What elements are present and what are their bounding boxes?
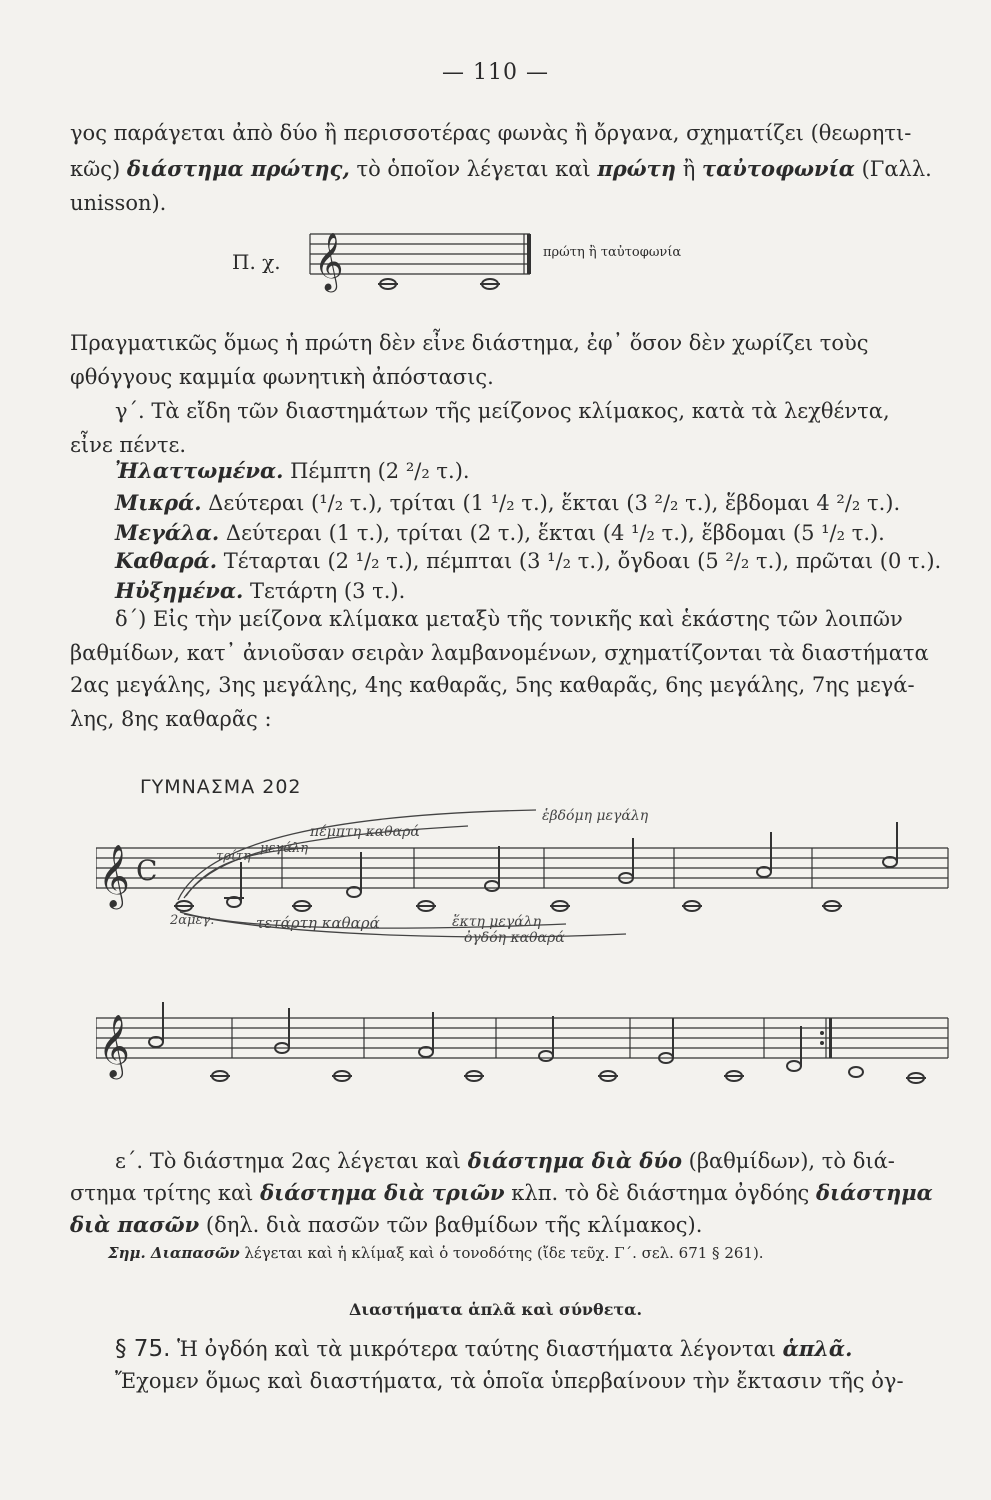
exercise-staff-1 — [96, 800, 956, 950]
note-term: Σημ. Διαπασῶν — [108, 1244, 240, 1262]
term: διάστημα διὰ τριῶν — [260, 1180, 505, 1205]
text: (δηλ. διὰ πασῶν τῶν βαθμίδων τῆς κλίμακος). — [199, 1213, 703, 1237]
annotation-third: τρίτη — [216, 849, 251, 864]
type-name: Μικρά. — [115, 490, 202, 515]
section-mark: § 75. — [115, 1336, 171, 1362]
type-name: Ἠλαττωμένα. — [115, 458, 284, 483]
para5-line2 — [70, 1180, 933, 1206]
example-caption: πρώτη ἢ ταὐτοφωνία — [543, 245, 682, 260]
para1-line3: unisson). — [70, 191, 167, 215]
term-simple: ἁπλᾶ. — [782, 1336, 853, 1361]
type-text: Δεύτεραι (¹/₂ τ.), τρίται (1 ¹/₂ τ.), ἕκται (3 ²/₂ τ.), ἕβδομαι 4 ²/₂ τ.). — [201, 491, 901, 515]
text: στημα τρίτης καὶ — [70, 1181, 261, 1205]
treble-clef-icon: 𝄞 — [314, 232, 344, 290]
section-heading: Διαστήματα ἁπλᾶ καὶ σύνθετα. — [348, 1300, 643, 1319]
text: Ἡ ὀγδόη καὶ τὰ μικρότερα ταύτης διαστήματα λέγονται — [170, 1337, 783, 1361]
para5-line1 — [115, 1148, 895, 1174]
annotation-octave: ὀγδόη καθαρά — [464, 930, 565, 946]
para1-line1: γος παράγεται ἀπὸ δύο ἢ περισσοτέρας φωνὰς ἢ ὄργανα, σχηματίζει (θεωρητι- — [70, 121, 912, 145]
common-time-icon: C — [136, 854, 158, 887]
annotation-fourth: τετάρτη καθαρά — [256, 914, 380, 932]
type-text: Τετάρτη (3 τ.). — [243, 579, 406, 603]
text: ἢ — [676, 157, 703, 181]
text: κῶς) — [70, 157, 127, 181]
page-number: — 110 — — [442, 60, 549, 85]
exercise-title: ΓΥΜΝΑΣΜΑ 202 — [140, 776, 302, 798]
type-minor — [115, 490, 900, 516]
annotation-second: 2αμεγ. — [170, 913, 215, 928]
term-first: πρώτη — [597, 156, 677, 181]
para2-line1: Πραγματικῶς ὅμως ἡ πρώτη δὲν εἶνε διάστημα, ἐφ᾿ ὅσον δὲν χωρίζει τοὺς — [70, 331, 869, 355]
annotation-fifth: πέμπτη καθαρά — [310, 824, 420, 840]
exercise-staff-2 — [96, 990, 956, 1110]
text: (βαθμίδων), τὸ διά- — [681, 1149, 895, 1173]
footnote — [108, 1240, 764, 1266]
type-text: Δεύτεραι (1 τ.), τρίται (2 τ.), ἕκται (4 ¹/₂ τ.), ἕβδομαι (5 ¹/₂ τ.). — [219, 521, 885, 545]
annotation-major: μεγάλη — [260, 841, 309, 856]
text: ε΄. Τὸ διάστημα 2ας λέγεται καὶ — [115, 1149, 468, 1173]
term: διὰ πασῶν — [70, 1212, 200, 1237]
term-unison: ταὐτοφωνία — [702, 156, 855, 181]
para1-line2 — [70, 156, 932, 182]
section-line1 — [115, 1336, 852, 1362]
para4-line3: 2ας μεγάλης, 3ης μεγάλης, 4ης καθαρᾶς, 5ης καθαρᾶς, 6ης μεγάλης, 7ης μεγά- — [70, 673, 915, 697]
example-label: Π. χ. — [232, 250, 281, 274]
term-first-interval: διάστημα πρώτης, — [126, 156, 350, 181]
section-line2: Ἔχομεν ὅμως καὶ διαστήματα, τὰ ὁποῖα ὑπερβαίνουν τὴν ἔκτασιν τῆς ὀγ- — [115, 1369, 904, 1393]
term: διάστημα διὰ δύο — [467, 1148, 682, 1173]
treble-clef-icon: 𝄞 — [98, 1014, 130, 1077]
para2-line2: φθόγγους καμμία φωνητικὴ ἀπόστασις. — [70, 365, 494, 389]
para5-line3 — [70, 1212, 702, 1238]
para4-line1: δ΄) Εἰς τὴν μείζονα κλίμακα μεταξὺ τῆς τονικῆς καὶ ἑκάστης τῶν λοιπῶν — [115, 607, 903, 631]
para3-line1: γ΄. Τὰ εἴδη τῶν διαστημάτων τῆς μείζονος κλίμακος, κατὰ τὰ λεχθέντα, — [115, 399, 890, 423]
type-augmented — [115, 578, 405, 604]
note-text: λέγεται καὶ ἡ κλίμαξ καὶ ὁ τονοδότης (ἴδε τεῦχ. Γ΄. σελ. 671 § 261). — [239, 1244, 764, 1262]
type-text: Τέταρται (2 ¹/₂ τ.), πέμπται (3 ¹/₂ τ.), ὄγδοαι (5 ²/₂ τ.), πρῶται (0 τ.). — [217, 549, 942, 573]
para4-line2: βαθμίδων, κατ᾿ ἀνιοῦσαν σειρὰν λαμβανομένων, σχηματίζονται τὰ διαστήματα — [70, 641, 929, 665]
para3-line2: εἶνε πέντε. — [70, 433, 187, 457]
type-name: Μεγάλα. — [115, 520, 220, 545]
type-name: Καθαρά. — [115, 548, 218, 573]
term: διάστημα — [816, 1180, 933, 1205]
type-text: Πέμπτη (2 ²/₂ τ.). — [283, 459, 470, 483]
text: τὸ ὁποῖον λέγεται καὶ — [349, 157, 598, 181]
type-major — [115, 520, 885, 546]
type-perfect — [115, 548, 941, 574]
treble-clef-icon: 𝄞 — [98, 844, 130, 907]
text: (Γαλλ. — [854, 157, 932, 181]
para4-line4: λης, 8ης καθαρᾶς : — [70, 707, 272, 731]
unison-staff — [300, 228, 540, 298]
text: κλπ. τὸ δὲ διάστημα ὀγδόης — [504, 1181, 816, 1205]
annotation-sixth: ἕκτη μεγάλη — [452, 914, 541, 930]
type-name: Ηὐξημένα. — [115, 578, 244, 603]
annotation-seventh: ἑβδόμη μεγάλη — [542, 808, 649, 824]
type-diminished — [115, 458, 470, 484]
